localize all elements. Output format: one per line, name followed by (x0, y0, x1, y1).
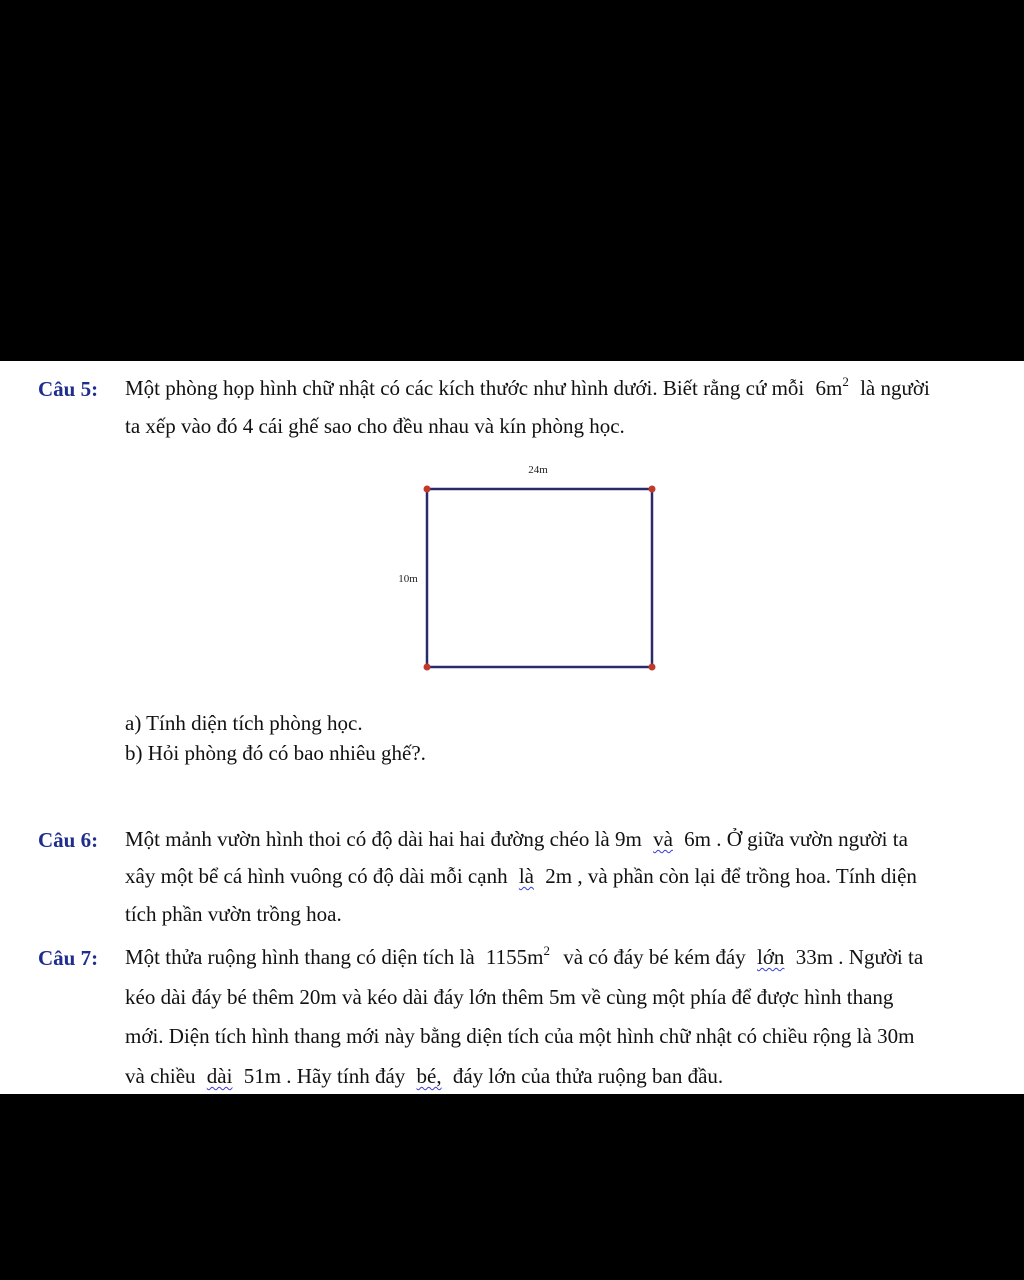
question-5-label: Câu 5: (38, 377, 99, 401)
q6-text-b: 6m . Ở giữa vườn người ta (684, 827, 908, 851)
q6-word-va: và (653, 827, 673, 851)
q7-word-lon: lớn (756, 945, 785, 969)
q5-text-b: là người (860, 376, 930, 400)
q6-text-a: Một mảnh vườn hình thoi có độ dài hai hai đường chéo là 9m (125, 827, 642, 851)
q5-unit (816, 376, 849, 400)
worksheet (0, 361, 1024, 1094)
q7-text-b: và có đáy bé kém đáy (563, 945, 746, 969)
corner-dot-top-right (649, 486, 656, 493)
q5-unit-exponent: 2 (842, 374, 849, 389)
q6-word-la: là (518, 864, 534, 888)
question-6-line-3: tích phần vườn trồng hoa. (125, 902, 342, 926)
q5-text-a: Một phòng họp hình chữ nhật có các kích thước như hình dưới. Biết rằng cứ mỗi (125, 376, 805, 400)
room-rectangle (427, 489, 652, 667)
question-7-label: Câu 7: (38, 946, 99, 970)
question-6-label: Câu 6: (38, 828, 99, 852)
question-5-part-a: a) Tính diện tích phòng học. (125, 711, 363, 735)
q7-text-e: 51m . Hãy tính đáy (243, 1064, 406, 1088)
width-label: 24m (528, 464, 548, 476)
q7-area (486, 945, 550, 969)
question-7-line-1 (125, 944, 923, 970)
q6-text-d: 2m , và phần còn lại để trồng hoa. Tính diện (545, 864, 917, 888)
corner-dot-bottom-right (649, 664, 656, 671)
q7-text-a: Một thửa ruộng hình thang có diện tích là (125, 945, 475, 969)
corner-dot-bottom-left (424, 664, 431, 671)
height-label: 10m (398, 573, 418, 585)
question-5-part-b: b) Hỏi phòng đó có bao nhiêu ghế?. (125, 741, 426, 765)
q7-area-exponent: 2 (543, 943, 550, 958)
question-5-line-2: ta xếp vào đó 4 cái ghế sao cho đều nhau và kín phòng học. (125, 414, 625, 438)
q5-unit-value: 6m (815, 376, 843, 400)
question-7-line-3: mới. Diện tích hình thang mới này bằng diện tích của một hình chữ nhật có chiều rộng là 30m (125, 1024, 915, 1048)
corner-dot-top-left (424, 486, 431, 493)
question-6-line-1 (125, 826, 908, 852)
q7-word-dai: dài (206, 1064, 233, 1088)
question-7-line-2: kéo dài đáy bé thêm 20m và kéo dài đáy lớn thêm 5m về cùng một phía để được hình thang (125, 985, 894, 1009)
question-7-line-4 (125, 1063, 723, 1089)
q7-area-value: 1155m (485, 945, 544, 969)
q7-word-be: bé, (416, 1064, 442, 1088)
question-5-line-1 (125, 375, 930, 401)
question-6-line-2 (125, 863, 917, 889)
q7-text-f: đáy lớn của thửa ruộng ban đầu. (452, 1064, 724, 1088)
q6-text-c: xây một bể cá hình vuông có độ dài mỗi cạnh (125, 864, 508, 888)
q7-text-c: 33m . Người ta (795, 945, 924, 969)
q7-text-d: và chiều (125, 1064, 196, 1088)
